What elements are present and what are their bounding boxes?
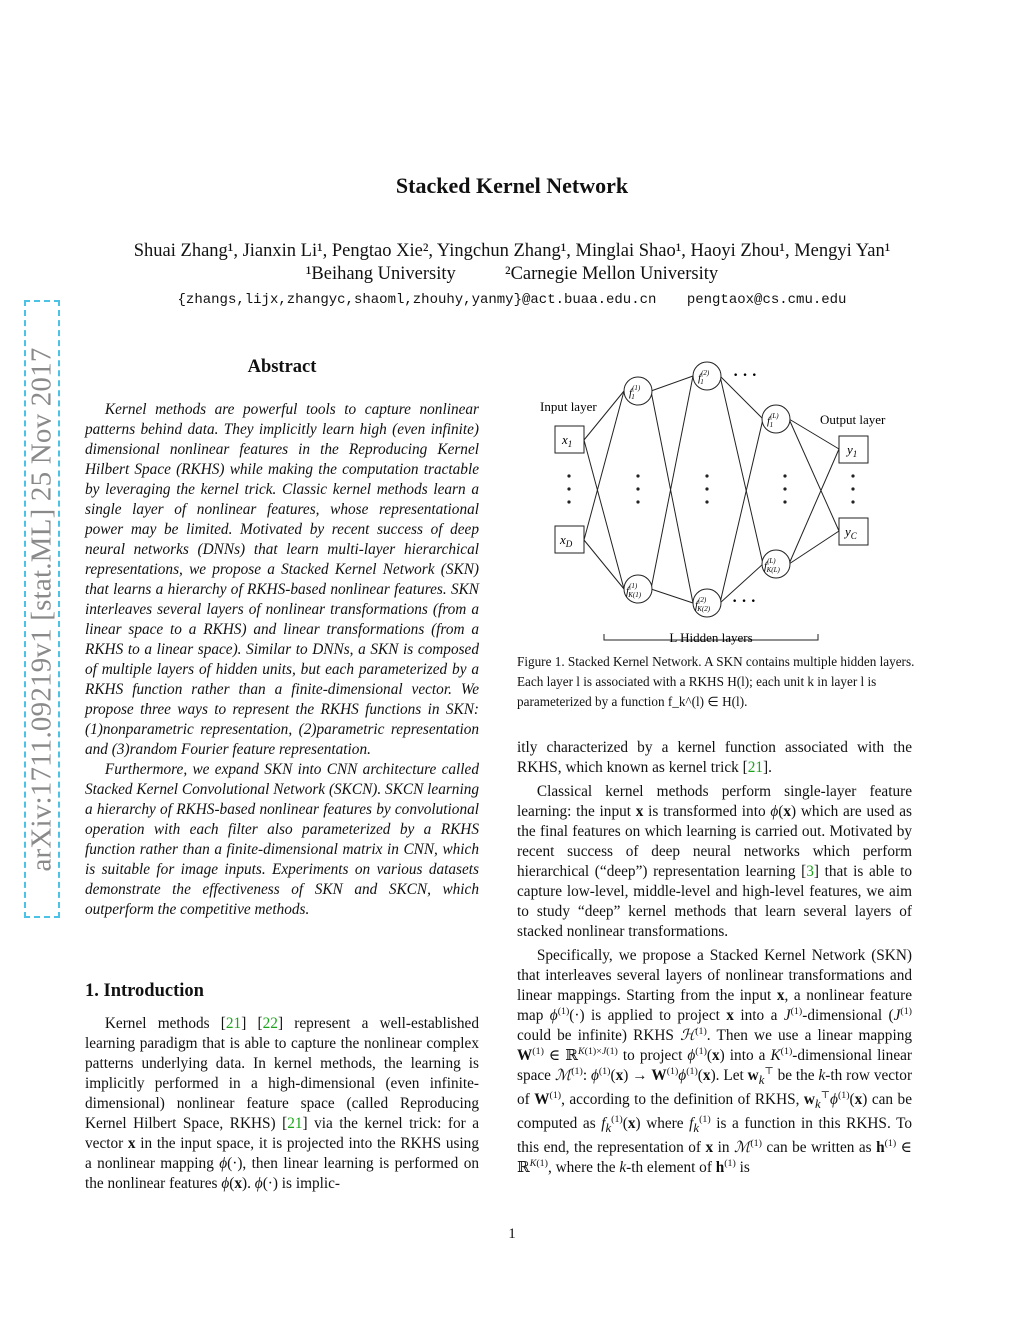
intro-paragraph-1-cont: itly characterized by a kernel function associated with the RKHS, which known as kernel trick [21]. <box>517 739 912 776</box>
svg-text:f(1)K(1): $f^{(1)}$ K(1) <box>626 582 642 599</box>
email-cmu: pengtaox@cs.cmu.edu <box>686 292 847 308</box>
horizontal-ellipsis-top: · · · <box>733 367 758 384</box>
citation-21[interactable]: 21 <box>225 1015 242 1032</box>
hidden-layers-label: L Hidden layers <box>669 630 753 645</box>
svg-text:f(L)K(L): $f^{(L)}$ K(L) <box>764 557 780 574</box>
svg-text:f(1)1: $f^{(1)}$ 1 <box>629 384 641 401</box>
output-layer-label: Output layer <box>820 412 886 427</box>
abstract-paragraph-1: Kernel methods are powerful tools to capture nonlinear patterns behind data. They implicitly learn high (even infinite) dimensional nonlinear features in the Reproducing Kernel Hilbert Space (RKHS) while making the computation tractable by leveraging the kernel trick. Classic kernel methods learn a single layer of nonlinear features, whose representational power may be limited. Motivated by recent success of deep neural networks (DNNs) that learn multi-layer hierarchical representations, we propose a Stacked Kernel Network (SKN) that learns a hierarchy of RKHS-based nonlinear features. SKN interleaves several layers of nonlinear transformations (from a linear space to a RKHS) and linear transformations (from a RKHS to a linear space). Similar to DNNs, a SKN is composed of multiple layers of hidden units, but each parameterized by a RKHS function rather than a finite-dimensional vector. We propose three ways to represent the RKHS functions in SKN: (1)nonparametric representation, (2)parametric representation and (3)random Fourier feature representation. <box>85 401 479 758</box>
intro-paragraph-2: Classical kernel methods perform single-layer feature learning: the input x is transformed into ϕ(x) which are used as the final features on which learning is carried out. Motivated by recent success of deep neural networks which perform hierarchical (“deep”) representation learning [3] that is able to capture low-level, middle-level and high-level features, we aim to study “deep” kernel methods that learn several layers of stacked nonlinear transformations. <box>517 783 912 940</box>
horizontal-ellipsis-bottom: · · · <box>732 593 757 610</box>
arxiv-stamp-text: arXiv:1711.09219v1 [stat.ML] 25 Nov 2017 <box>25 346 58 872</box>
figure-1-caption: Figure 1. Stacked Kernel Network. A SKN contains multiple hidden layers. Each layer l is associated with a RKHS H(l); each unit k in layer l is parameterized by a function f_k^(l) ∈ H(l). <box>517 654 915 709</box>
intro-body-left <box>85 1014 479 1194</box>
svg-text:f(2)1: $f^{(2)}$ 1 <box>698 369 710 386</box>
intro-paragraph-1: Kernel methods [21] [22] represent a well-established learning paradigm that is able to capture the nonlinear complex patterns underlying data. In kernel methods, the learning is implicitly performed in a high-dimensional (even infinite-dimensional) nonlinear feature space (called Reproducing Kernel Hilbert Space, RKHS) [21] via the kernel trick: for a vector x in the input space, it is projected into the RKHS using a nonlinear mapping ϕ(·), then linear learning is performed on the nonlinear features ϕ(x). ϕ(·) is implic- <box>85 1015 479 1192</box>
abstract-paragraph-2: Furthermore, we expand SKN into CNN architecture called Stacked Kernel Convolutional Network (SKCN). SKCN learning a hierarchy of RKHS-based nonlinear features by convolutional operation with each filter also parameterized by a RKHS function rather than a finite-dimensional matrix in CNN, which is suitable for image inputs. Experiments on various datasets demonstrate the effectiveness of SKN and SKCN, which outperform the competitive methods. <box>85 761 479 918</box>
intro-paragraph-3: Specifically, we propose a Stacked Kernel Network (SKN) that interleaves several layers of nonlinear transformations and linear mappings. Starting from the input x, a nonlinear feature map $\phi^{(1)}(\cdot)$ is applied to project x into a $J^{(1)}$-dimensional ($J^{(1)}$ could be infinite) RKHS ℋ$^{(1)}$. Then we use a linear mapping $W^{(1)}$ ∈ ℝ$^{K(1)\times J(1)}$ to project $\phi^{(1)}(x)$ into a $K^{(1)}$-dimensional linear space ℳ$^{(1)}$: $\phi^{(1)}(x) \to W^{(1)}\phi^{(1)}(x)$. Let $w_k^⊤$ be the k-th row vector of $W^{(1)}$, according to the definition of RKHS, $w_k^⊤\phi^{(1)}(x)$ can be computed as $f_k^{(1)}(x)$ where $f_k^{(1)}$ is a function in this RKHS. To this end, the representation of x in ℳ$^{(1)}$ can be written as $h^{(1)}$ ∈ ℝ$^{K(1)}$, where the k-th element of $h^{(1)}$ is <box>517 947 913 1177</box>
output-node-y1-label: $y_1$ <box>847 442 858 459</box>
paper-title: Stacked Kernel Network <box>395 173 629 198</box>
section-heading-introduction: 1. Introduction <box>85 981 204 1001</box>
affiliation-1: ¹Beihang University <box>305 264 456 284</box>
input-node-x1-label: $x_1$ <box>562 432 573 449</box>
intro-body-right <box>517 738 912 1178</box>
svg-text:f(L)1: $f^{(L)}$ 1 <box>767 412 779 429</box>
citation-22[interactable]: 22 <box>262 1015 278 1032</box>
connection-lines <box>584 376 839 603</box>
figure-1-diagram <box>517 358 917 650</box>
affiliation-2: ²Carnegie Mellon University <box>505 264 719 284</box>
vertical-ellipses <box>567 474 854 503</box>
abstract-heading: Abstract <box>247 357 317 377</box>
email-beihang: {zhangs,lijx,zhangyc,shaoml,zhouhy,yanmy}@act.buaa.edu.cn <box>177 292 657 308</box>
email-line <box>0 292 1024 308</box>
affiliations <box>0 263 1024 286</box>
citation-3[interactable]: 3 <box>806 863 814 880</box>
author-block <box>0 240 1024 286</box>
citation-21b[interactable]: 21 <box>287 1115 303 1132</box>
abstract-body <box>85 400 479 920</box>
svg-text:f(2)K(2): $f^{(2)}$ K(2) <box>695 596 711 613</box>
page-number: 1 <box>508 1226 516 1242</box>
author-list: Shuai Zhang¹, Jianxin Li¹, Pengtao Xie², Yingchun Zhang¹, Minglai Shao¹, Haoyi Zhou¹, Mengyi Yan¹ <box>133 241 891 261</box>
hidden-node-labels <box>626 369 781 613</box>
output-node-yC-label: $y_C$ <box>845 524 857 541</box>
arxiv-stamp <box>24 300 60 918</box>
input-layer-label: Input layer <box>540 399 597 414</box>
citation-21c[interactable]: 21 <box>747 759 763 776</box>
input-node-xD-label: $x_D$ <box>560 532 573 549</box>
